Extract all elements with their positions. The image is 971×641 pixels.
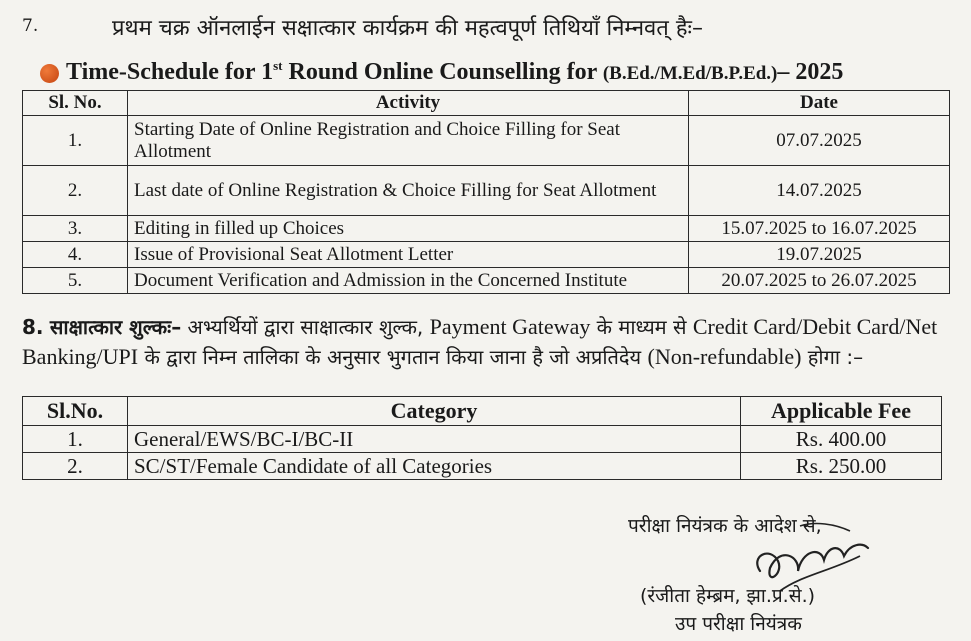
- schedule-table: [22, 90, 950, 294]
- section-8-heading: साक्षात्कार शुल्कः–: [49, 315, 182, 339]
- row-date: 14.07.2025: [689, 166, 950, 216]
- section-8-number: 8.: [22, 315, 44, 339]
- row-activity: Starting Date of Online Registration and Choice Filling for Seat Allotment: [128, 116, 689, 166]
- row-category: SC/ST/Female Candidate of all Categories: [128, 453, 741, 480]
- table-row: [23, 268, 950, 294]
- table-header-row: [23, 91, 950, 116]
- section-8-paragraph: 8. साक्षात्कार शुल्कः– अभ्यर्थियों द्वारा साक्षात्कार शुल्क, Payment Gateway के माध्यम से Credit Card/Debit Card/Net Banking/UPI के द्वारा निम्न तालिका के अनुसार भुगतान किया जाना है जो अप्रतिदेय (Non-refundable) होगा :–: [22, 314, 938, 369]
- row-date: 15.07.2025 to 16.07.2025: [689, 216, 950, 242]
- table-row: [23, 166, 950, 216]
- header-sl-no: Sl.No.: [23, 397, 128, 426]
- section-7-hindi-heading: प्रथम चक्र ऑनलाईन सक्षात्कार कार्यक्रम की महत्वपूर्ण तिथियाँ निम्नवत् हैः–: [112, 16, 703, 41]
- row-activity: Document Verification and Admission in the Concerned Institute: [128, 268, 689, 294]
- row-sl: 1.: [23, 426, 128, 453]
- row-date: 07.07.2025: [689, 116, 950, 166]
- header-fee: Applicable Fee: [741, 397, 942, 426]
- signatory-name: (रंजीता हेम्ब्रम, झा.प्र.से.): [640, 585, 816, 607]
- row-sl: 2.: [23, 166, 128, 216]
- signatory-designation: उप परीक्षा नियंत्रक: [675, 613, 802, 635]
- table-row: [23, 453, 942, 480]
- order-line: परीक्षा नियंत्रक के आदेश से,: [628, 515, 822, 537]
- table-row: [23, 426, 942, 453]
- row-fee: Rs. 400.00: [741, 426, 942, 453]
- row-sl: 1.: [23, 116, 128, 166]
- header-sl-no: Sl. No.: [23, 91, 128, 116]
- fee-table: [22, 396, 942, 480]
- table-row: [23, 242, 950, 268]
- row-activity: Issue of Provisional Seat Allotment Letter: [128, 242, 689, 268]
- schedule-title: Time-Schedule for 1st Round Online Counselling for (B.Ed./M.Ed/B.P.Ed.)– 2025: [66, 58, 844, 85]
- header-date: Date: [689, 91, 950, 116]
- row-sl: 3.: [23, 216, 128, 242]
- row-fee: Rs. 250.00: [741, 453, 942, 480]
- table-row: [23, 116, 950, 166]
- table-header-row: [23, 397, 942, 426]
- header-activity: Activity: [128, 91, 689, 116]
- section-7-number: 7.: [22, 16, 39, 36]
- row-sl: 5.: [23, 268, 128, 294]
- row-sl: 2.: [23, 453, 128, 480]
- row-date: 20.07.2025 to 26.07.2025: [689, 268, 950, 294]
- row-category: General/EWS/BC-I/BC-II: [128, 426, 741, 453]
- row-date: 19.07.2025: [689, 242, 950, 268]
- header-category: Category: [128, 397, 741, 426]
- section-7-heading: [22, 12, 952, 42]
- row-sl: 4.: [23, 242, 128, 268]
- table-row: [23, 216, 950, 242]
- row-activity: Editing in filled up Choices: [128, 216, 689, 242]
- bullet-icon: [40, 64, 59, 83]
- row-activity: Last date of Online Registration & Choice Filling for Seat Allotment: [128, 166, 689, 216]
